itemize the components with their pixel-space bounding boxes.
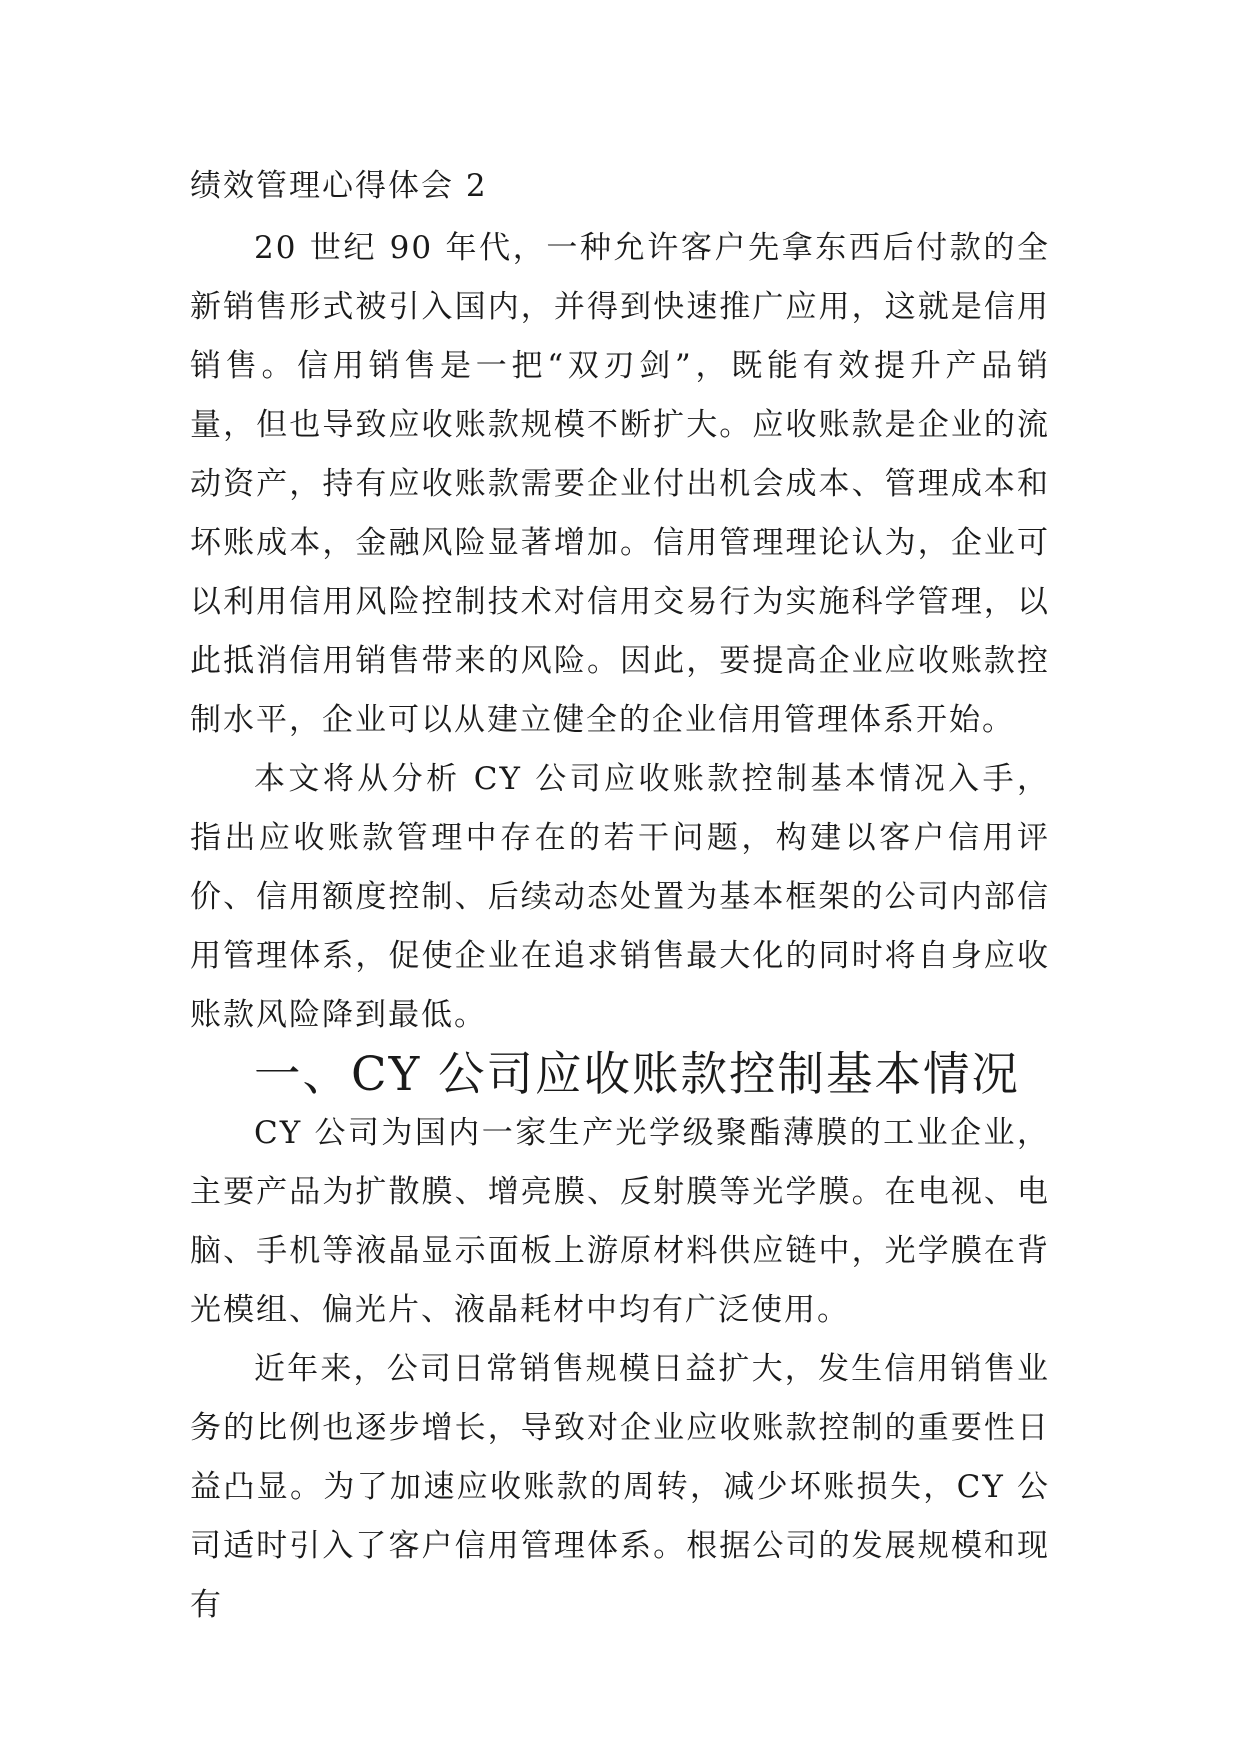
paragraph-recent-years: 近年来，公司日常销售规模日益扩大，发生信用销售业务的比例也逐步增长，导致对企业应收账款控制的重要性日益凸显。为了加速应收账款的周转，减少坏账损失，CY 公司适时引入了客户信用管理体系。根据公司的发展规模和现有 [190, 1351, 1050, 1623]
document-body [190, 165, 1050, 1635]
paragraph-purpose: 本文将从分析 CY 公司应收账款控制基本情况入手，指出应收账款管理中存在的若干问题，构建以客户信用评价、信用额度控制、后续动态处置为基本框架的公司内部信用管理体系，促使企业在追求销售最大化的同时将自身应收账款风险降到最低。 [190, 761, 1050, 1033]
document-title: 绩效管理心得体会 2 [190, 168, 488, 204]
paragraph-intro: 20 世纪 90 年代，一种允许客户先拿东西后付款的全新销售形式被引入国内，并得到快速推广应用，这就是信用销售。信用销售是一把“双刃剑”，既能有效提升产品销量，但也导致应收账款规模不断扩大。应收账款是企业的流动资产，持有应收账款需要企业付出机会成本、管理成本和坏账成本，金融风险显著增加。信用管理理论认为，企业可以利用信用风险控制技术对信用交易行为实施科学管理，以此抵消信用销售带来的风险。因此，要提高企业应收账款控制水平，企业可以从建立健全的企业信用管理体系开始。 [190, 230, 1050, 738]
paragraph-company-overview: CY 公司为国内一家生产光学级聚酯薄膜的工业企业，主要产品为扩散膜、增亮膜、反射膜等光学膜。在电视、电脑、手机等液晶显示面板上游原材料供应链中，光学膜在背光模组、偏光片、液晶耗材中均有广泛使用。 [190, 1115, 1050, 1328]
section-heading: 一、CY 公司应收账款控制基本情况 [254, 1047, 1021, 1101]
